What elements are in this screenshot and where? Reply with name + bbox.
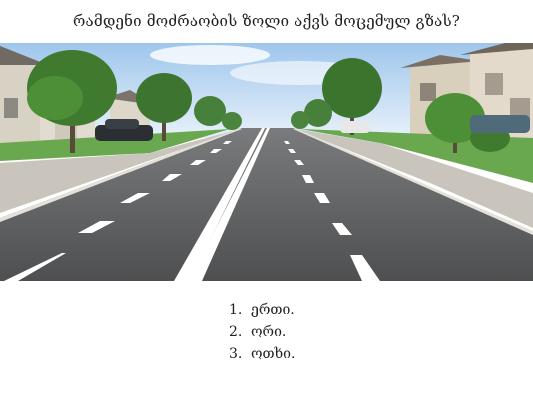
answer-option[interactable]	[229, 343, 295, 365]
road-photo	[0, 43, 533, 281]
answer-label: ერთი.	[251, 302, 295, 318]
answer-option[interactable]	[229, 299, 295, 321]
answer-number: 1.	[229, 302, 243, 318]
answer-number: 2.	[229, 324, 243, 340]
answer-label: ორი.	[251, 324, 287, 340]
answer-options	[229, 299, 295, 365]
answer-option[interactable]	[229, 321, 295, 343]
answer-number: 3.	[229, 346, 243, 362]
question-text: რამდენი მოძრაობის ზოლი აქვს მოცემულ გზას?	[73, 12, 460, 30]
answer-label: ოთხი.	[251, 346, 296, 362]
